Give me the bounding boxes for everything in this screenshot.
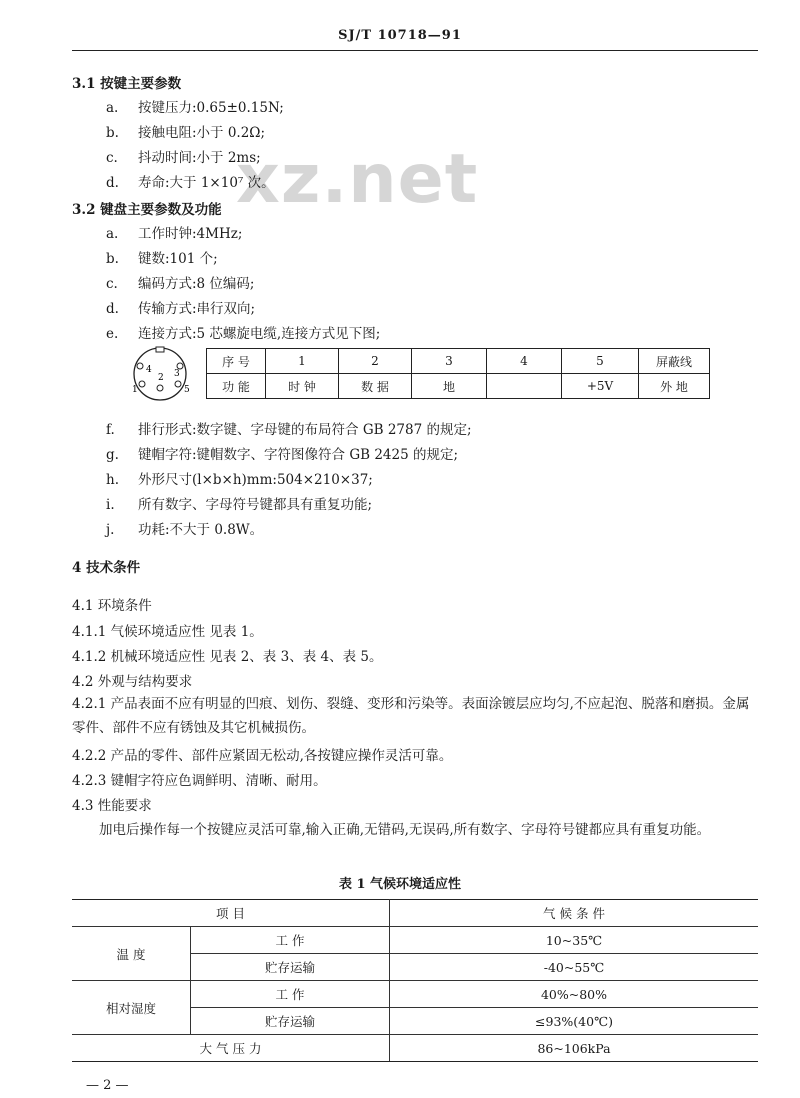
connector-key (156, 347, 164, 352)
table-cell: 贮存运输 (191, 954, 390, 981)
connector-pin-table (206, 348, 710, 399)
item-label: c. (106, 276, 118, 292)
list-item (106, 121, 265, 141)
list-item (106, 171, 275, 191)
table-cell: +5V (562, 374, 639, 399)
clause-4-2-2: 4.2.2 产品的零件、部件应紧固无松动,各按键应操作灵活可靠。 (72, 748, 453, 764)
pin-label: 4 (146, 365, 152, 375)
table-cell: -40~55℃ (390, 954, 759, 981)
clause-4-2-3: 4.2.3 键帽字符应色调鲜明、清晰、耐用。 (72, 773, 327, 789)
page-number: — 2 — (86, 1078, 129, 1093)
item-text: 寿命:大于 1×10⁷ 次。 (138, 175, 275, 191)
list-item (106, 96, 284, 116)
header-cell-item: 项 目 (72, 900, 390, 927)
table-1-title: 表 1 气候环境适应性 (338, 877, 462, 892)
section-3-1-title: 3.1 按键主要参数 (72, 76, 182, 92)
list-item (106, 247, 218, 267)
list-item (106, 222, 242, 242)
item-text: 连接方式:5 芯螺旋电缆,连接方式见下图; (138, 326, 381, 342)
item-text: 编码方式:8 位编码; (138, 276, 255, 292)
pin-label: 2 (158, 373, 164, 383)
item-label: h. (106, 472, 119, 488)
table-cell: 功 能 (207, 374, 266, 399)
clause-4-1-1: 4.1.1 气候环境适应性 见表 1。 (72, 624, 263, 640)
item-text: 外形尺寸(l×b×h)mm:504×210×37; (138, 472, 373, 488)
table-cell: 时 钟 (266, 374, 339, 399)
item-text: 功耗:不大于 0.8W。 (138, 522, 264, 538)
item-label: a. (106, 226, 119, 242)
section-4-1-title: 4.1 环境条件 (72, 598, 152, 614)
table-cell: 4 (487, 349, 562, 374)
table-row (207, 374, 710, 399)
list-item (106, 468, 373, 488)
table-cell: 屏蔽线 (639, 349, 710, 374)
table-cell: 1 (266, 349, 339, 374)
watermark: xz.net (236, 140, 479, 219)
item-text: 键帽字符:键帽数字、字符图像符合 GB 2425 的规定; (138, 447, 459, 463)
table-cell: ≤93%(40℃) (390, 1008, 759, 1035)
table-cell: 5 (562, 349, 639, 374)
item-text: 键数:101 个; (138, 251, 218, 267)
item-text: 工作时钟:4MHz; (138, 226, 243, 242)
item-text: 按键压力:0.65±0.15N; (138, 100, 284, 116)
item-label: i. (106, 497, 115, 513)
pin-2 (157, 385, 163, 391)
list-item (106, 418, 472, 438)
item-label: c. (106, 150, 118, 166)
din-connector-diagram (118, 346, 202, 402)
item-label: b. (106, 125, 119, 141)
section-4-title: 4 技术条件 (72, 560, 141, 576)
clause-4-2-1: 4.2.1 产品表面不应有明显的凹痕、划伤、裂缝、变形和污染等。表面涂镀层应均匀,不应起泡、脱落和磨损。金属零件、部件不应有锈蚀及其它机械损伤。 (72, 696, 750, 736)
table-cell: 40%~80% (390, 981, 759, 1008)
table-row (72, 900, 758, 927)
section-3-2-title: 3.2 键盘主要参数及功能 (72, 202, 222, 218)
item-label: g. (106, 447, 119, 463)
item-label: f. (106, 422, 115, 438)
table-row (72, 927, 758, 954)
row-label-pressure: 大 气 压 力 (72, 1035, 390, 1062)
table-cell: 工 作 (191, 927, 390, 954)
list-item (106, 493, 372, 513)
table-cell: 序 号 (207, 349, 266, 374)
section-4-2-title: 4.2 外观与结构要求 (72, 674, 193, 690)
pin-label: 3 (174, 369, 180, 379)
table-row (72, 981, 758, 1008)
clause-4-1-2: 4.1.2 机械环境适应性 见表 2、表 3、表 4、表 5。 (72, 649, 383, 665)
table-cell: 地 (412, 374, 487, 399)
table-cell: 工 作 (191, 981, 390, 1008)
table-cell: 数 据 (339, 374, 412, 399)
list-item (106, 146, 261, 166)
table-cell: 2 (339, 349, 412, 374)
pin-5 (175, 381, 181, 387)
table-cell: 86~106kPa (390, 1035, 759, 1062)
item-label: d. (106, 301, 119, 317)
item-label: a. (106, 100, 119, 116)
item-text: 抖动时间:小于 2ms; (138, 150, 261, 166)
item-label: d. (106, 175, 119, 191)
section-4-3-title: 4.3 性能要求 (72, 798, 152, 814)
table-cell: 贮存运输 (191, 1008, 390, 1035)
pin-label: 5 (184, 385, 190, 395)
list-item (106, 322, 380, 342)
item-label: j. (106, 522, 115, 538)
header-rule (72, 50, 758, 51)
table-cell: 外 地 (639, 374, 710, 399)
list-item (106, 518, 263, 538)
clause-4-3-text: 加电后操作每一个按键应灵活可靠,输入正确,无错码,无误码,所有数字、字母符号键都应具有重复功能。 (99, 822, 711, 838)
list-item (106, 443, 458, 463)
table-row (207, 349, 710, 374)
table-cell: 3 (412, 349, 487, 374)
row-label-humidity: 相对湿度 (72, 981, 191, 1035)
table-cell (487, 374, 562, 399)
list-item (106, 297, 255, 317)
document-code: SJ/T 10718—91 (338, 28, 462, 43)
header-cell-condition: 气 候 条 件 (390, 900, 759, 927)
item-text: 排行形式:数字键、字母键的布局符合 GB 2787 的规定; (138, 422, 472, 438)
pin-1 (139, 381, 145, 387)
table-row (72, 1035, 758, 1062)
item-text: 传输方式:串行双向; (138, 301, 256, 317)
pin-label: 1 (132, 385, 138, 395)
pin-4 (137, 363, 143, 369)
item-label: b. (106, 251, 119, 267)
table-cell: 10~35℃ (390, 927, 759, 954)
row-label-temperature: 温 度 (72, 927, 191, 981)
item-text: 接触电阻:小于 0.2Ω; (138, 125, 266, 141)
climate-table (72, 899, 758, 1062)
item-label: e. (106, 326, 119, 342)
item-text: 所有数字、字母符号键都具有重复功能; (138, 497, 373, 513)
list-item (106, 272, 254, 292)
